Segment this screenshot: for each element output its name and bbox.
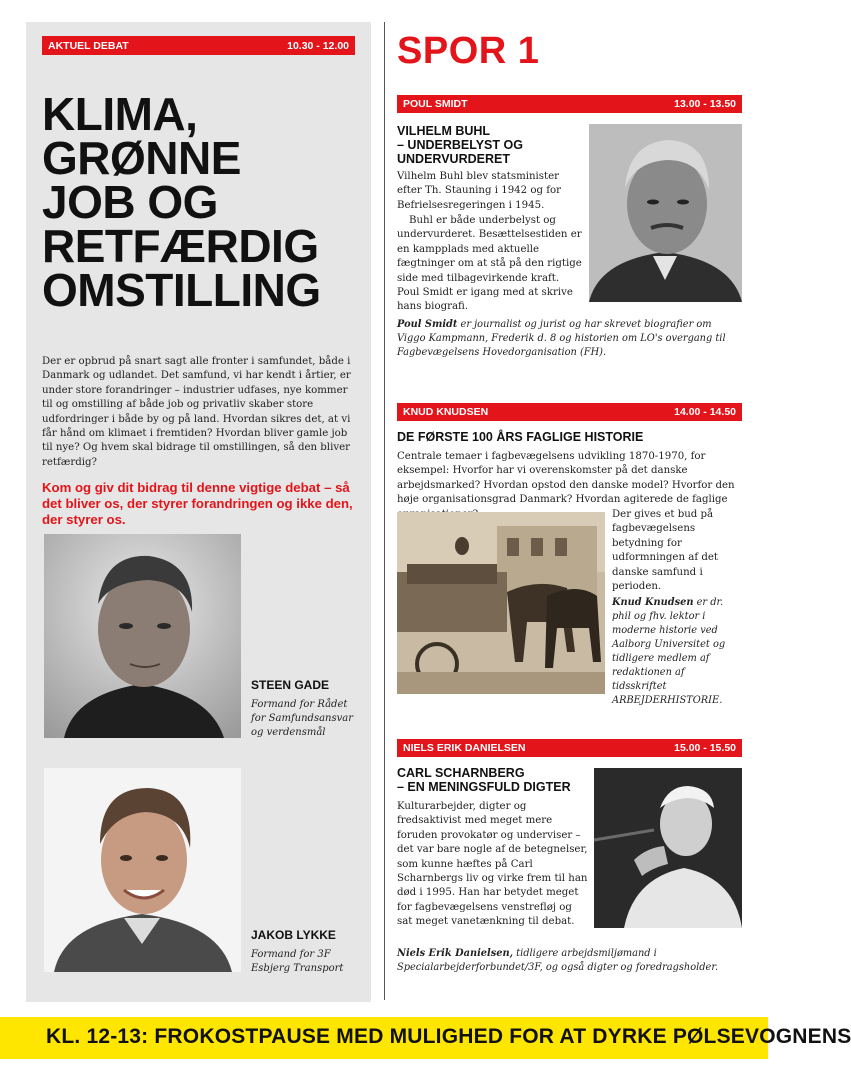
lunch-break-banner <box>0 1017 851 1059</box>
session-title <box>397 124 587 166</box>
speaker-bio-name: Poul Smidt <box>397 319 458 330</box>
session-time: 15.00 - 15.50 <box>674 742 736 754</box>
speaker-name: STEEN GADE <box>251 678 330 692</box>
session-title <box>397 430 742 444</box>
carl-scharnberg-photo <box>594 768 742 928</box>
headline-line: KLIMA, <box>42 88 198 140</box>
session-body: Centrale temaer i fagbevægelsens udvikling 1870-1970, for eksempel: Hvorfor har vi overenskomster på det danske arbejdsmarked? Hvordan opstod den danske model? Hvorfor den høje organisationsgrad Danmark? Hvordan agiterede de faglige <box>397 451 735 506</box>
headline-line: JOB OG <box>42 176 218 228</box>
session-title-line: CARL SCHARNBERG <box>397 766 525 780</box>
speaker-role: Formand for Rådet for Samfundsansvar og verdensmål <box>251 699 354 738</box>
speaker-bio <box>397 318 742 360</box>
debate-headline <box>42 88 362 316</box>
historic-horse-wagon-photo <box>397 512 605 694</box>
speaker-bio <box>397 947 742 975</box>
steen-gade-photo <box>44 534 241 738</box>
session-speaker: NIELS ERIK DANIELSEN <box>403 742 526 754</box>
session-title <box>397 766 592 794</box>
jakob-lykke-photo <box>44 768 241 972</box>
debate-time: 10.30 - 12.00 <box>287 39 349 52</box>
debate-intro: Der er opbrud på snart sagt alle fronter i samfundet, både i Danmark og udlandet. Det samfund, vi har kendt i årtier, er under store forandringer – industrier udfases, nye kommer til og omstilling af både job og privatliv skaber store udfordringer i både by og på land. Hvordan sikres det, at vi får hånd om klimaet i fremtiden? Hvordan bliver gamle job til nye? Og hvem skal bidrage til omstillingen, så den bliver retfærdig? <box>42 356 351 468</box>
speaker-bio-text: tidligere arbejdsmiljømand i Specialarbejderforbundet/3F, og også digter og foredragsholder. <box>397 948 719 973</box>
debate-label: AKTUEL DEBAT <box>48 39 129 52</box>
speaker-bio-name: Niels Erik Danielsen, <box>397 948 514 959</box>
speaker-name: JAKOB LYKKE <box>251 928 336 942</box>
headline-line: GRØNNE <box>42 132 241 184</box>
debate-panel <box>26 22 371 1002</box>
session-body: Kulturarbejder, digter og fredsaktivist med meget mere foruden provokatør og underviser – det var bare nogle af de betegnelser, som kunne hæftes på Carl Scharnbergs liv og virke frem til han død i 1995. Han har betydet meget for fagbevægelsens venstrefløj og sat meget vanetænkning til debat. <box>397 801 588 928</box>
session-time: 13.00 - 13.50 <box>674 98 736 110</box>
debate-callout: Kom og giv dit bidrag til denne vigtige debat – så det bliver os, der styrer forandringen og ikke den, der styrer os. <box>42 480 353 527</box>
debate-header-bar <box>42 36 355 55</box>
speaker-bio-text: er journalist og jurist og har skrevet biografier om Viggo Kampmann, Frederik d. 8 og historien om LO's overgang til Fagbevægelsens Hovedorganisation (FH). <box>397 319 726 358</box>
vilhelm-buhl-photo <box>589 124 742 302</box>
session-title-line: DE FØRSTE 100 ÅRS FAGLIGE HISTORIE <box>397 430 644 444</box>
headline-line: RETFÆRDIG <box>42 220 319 272</box>
speaker-role: Formand for 3F Esbjerg Transport <box>251 949 344 974</box>
speaker-bio-text: er dr. phil og fhv. lektor i moderne historie ved Aalborg Universitet og tidligere medlem af redaktionen af tidsskriftet ARBEJDERHISTORIE. <box>612 597 726 706</box>
column-divider <box>384 22 385 1000</box>
session-title-line: VILHELM BUHL <box>397 124 491 138</box>
speaker-bio <box>612 596 742 708</box>
session-speaker: POUL SMIDT <box>403 98 468 110</box>
session-title-line: UNDERVURDERET <box>397 152 510 166</box>
speaker-bio-name: Knud Knudsen <box>612 597 694 608</box>
session-header-bar <box>397 739 742 757</box>
session-title-line: – EN MENINGSFULD DIGTER <box>397 780 571 794</box>
session-body: Buhl er både underbelyst og undervurderet. Besættelsestiden er en kampplads med aktuelle fægtninger om at stå på den rigtige side med tilbagevirkende kraft. Poul Smidt er igang med at skrive hans biografi. <box>397 215 582 313</box>
session-header-bar <box>397 403 742 421</box>
session-title-line: – UNDERBELYST OG <box>397 138 523 152</box>
banner-text: KL. 12-13: FROKOSTPAUSE MED MULIGHED FOR AT DYRKE PØLSEVOGNENS <box>46 1025 851 1048</box>
session-body: Der gives et bud på fagbevægelsens betydning for udformningen af det danske samfund i perioden. <box>612 509 718 593</box>
session-speaker: KNUD KNUDSEN <box>403 406 489 418</box>
session-time: 14.00 - 14.50 <box>674 406 736 418</box>
session-header-bar <box>397 95 742 113</box>
headline-line: OMSTILLING <box>42 264 321 316</box>
track-title: SPOR 1 <box>397 30 540 72</box>
session-body: Vilhelm Buhl blev statsminister efter Th. Stauning i 1942 og for Befrielsesregeringen i 1945. <box>397 171 562 211</box>
